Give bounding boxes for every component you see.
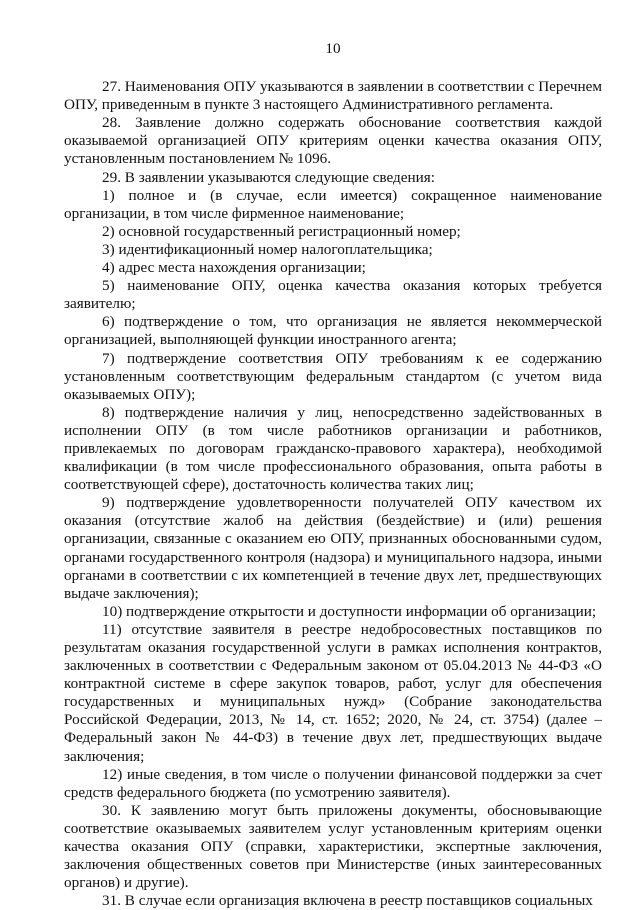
paragraph-29: 29. В заявлении указываются следующие сведения: [102,168,435,186]
list-item-5: 5) наименование ОПУ, оценка качества оказания которых требуется заявителю; [64,277,602,313]
list-item-4: 4) адрес места нахождения организации; [102,259,366,277]
list-item-10: 10) подтверждение открытости и доступности информации об организации; [102,602,597,620]
list-item-1: 1) полное и (в случае, если имеется) сокращенное наименование организации, в том числе фирменное наименование; [64,186,602,222]
paragraph-31: 31. В случае если организация включена в реестр поставщиков социальных [102,892,593,910]
list-item-8: 8) подтверждение наличия у лиц, непосредственно задействованных в исполнении ОПУ (в том числе работников организации и работников, привлекаемых по договорам гражданско-правового характера), необходимой квалификации (в том числе профессионального образования, опыта работы в соответствующей сфере), достаточность количества таких лиц; [64,403,602,494]
body-text [64,78,602,910]
page-number: 10 [325,40,341,57]
list-item-6: 6) подтверждение о том, что организация не является некоммерческой организацией, выполняющей функции иностранного агента; [64,313,602,349]
list-item-11: 11) отсутствие заявителя в реестре недобросовестных поставщиков по результатам оказания государственной услуги в рамках исполнения контрактов, заключенных в соответствии с Федеральным законом от 05.04.2013 № 44-ФЗ «О контрактной системе в сфере закупок товаров, работ, услуг для обеспечения государственных и муниципальных нужд» (Собрание законодательства Российской Федерации, 2013, № 14, ст. 1652; 2020, № 24, ст. 3754) (далее – Федеральный закон № 44-ФЗ) в течение двух лет, предшествующих выдаче заключения; [64,620,602,765]
paragraph-28: 28. Заявление должно содержать обоснование соответствия каждой оказываемой организацией ОПУ критериям оценки качества оказания ОПУ, установленным постановлением № 1096. [64,114,602,168]
paragraph-27: 27. Наименования ОПУ указываются в заявлении в соответствии с Перечнем ОПУ, приведенным в пункте 3 настоящего Административного регламента. [64,78,602,114]
list-item-9: 9) подтверждение удовлетворенности получателей ОПУ качеством их оказания (отсутствие жалоб на действия (бездействие) и (или) решения организации, связанные с оказанием ею ОПУ, признанных обоснованными судом, органами государственного контроля (надзора) и муниципального надзора, иными органами в соответствии с их компетенцией в течение двух лет, предшествующих выдаче заключения); [64,494,602,602]
list-item-12: 12) иные сведения, в том числе о получении финансовой поддержки за счет средств федерального бюджета (по усмотрению заявителя). [64,765,602,801]
list-item-3: 3) идентификационный номер налогоплательщика; [102,240,433,258]
list-item-2: 2) основной государственный регистрационный номер; [102,222,461,240]
paragraph-30: 30. К заявлению могут быть приложены документы, обосновывающие соответствие оказываемых заявителем услуг установленным критериям оценки качества оказания ОПУ (справки, характеристики, экспертные заключения, заключения общественных советов при Министерстве (иных заинтересованных органов) и другие). [64,801,602,892]
list-item-7: 7) подтверждение соответствия ОПУ требованиям к ее содержанию установленным соответствующим федеральным стандартом (с учетом вида оказываемых ОПУ); [64,349,602,403]
